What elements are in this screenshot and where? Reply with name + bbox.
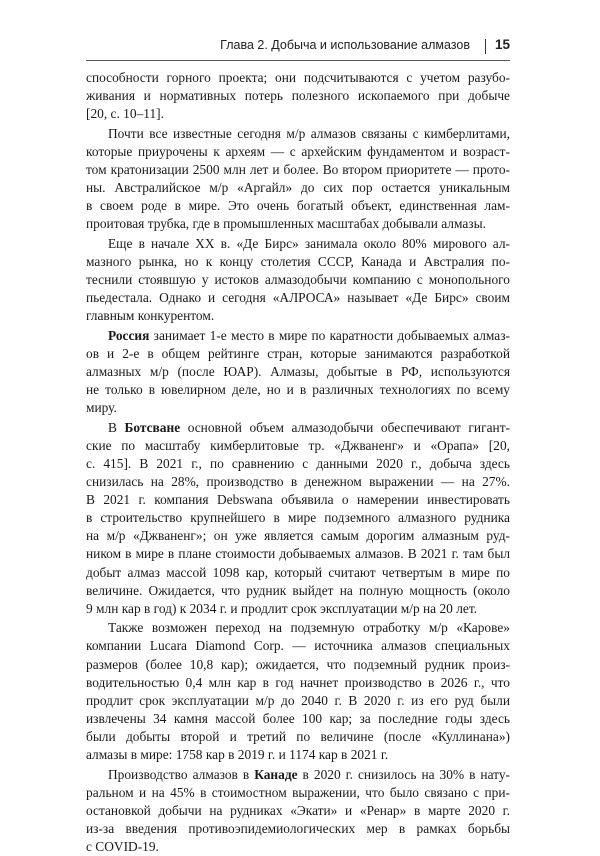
text-run: основной объем алмазодобычи обеспечивают гигант- [180, 419, 510, 435]
body-text [86, 69, 510, 856]
text-line [86, 289, 510, 307]
text-run: Также возможен переход на подземную отработку м/р «Карове» [108, 620, 510, 636]
text-line [86, 455, 510, 473]
country-name: Ботсване [124, 419, 181, 435]
header-rule [86, 60, 510, 61]
text-run: из-за введения противоэпидемиологических мер в рамках борьбы [86, 820, 510, 836]
text-run: ральном и на 45% в стоимостном выражении, что было связано с при- [86, 784, 510, 800]
text-line [86, 437, 510, 455]
text-line [86, 600, 510, 618]
text-line [86, 820, 510, 838]
text-line [86, 327, 510, 345]
text-run: мазного рынка, но к концу столетия СССР, Канада и Австралия по- [86, 253, 510, 269]
text-run: водительностью 0,4 млн кар в год начнет производство в 2026 г., что [86, 674, 510, 690]
text-line [86, 656, 510, 674]
text-run: с. 415]. В 2021 г., по сравнению с данными 2020 г., добыча здесь [86, 455, 510, 471]
text-line [86, 564, 510, 582]
text-run: [20, с. 10–11]. [86, 106, 164, 122]
text-line [86, 125, 510, 143]
chapter-title: Глава 2. Добыча и использование алмазов [220, 38, 470, 52]
text-run: проитовая трубка, где в промышленных масштабах добывали алмазы. [86, 216, 486, 232]
text-run: способности горного проекта; они подсчитываются с учетом разубо- [86, 70, 510, 85]
text-run: в строительство крупнейшего в мире подземного алмазного рудника [86, 510, 510, 526]
country-name: Канаде [254, 766, 298, 782]
text-run: миру. [86, 400, 117, 416]
text-line [86, 179, 510, 197]
text-line [86, 619, 510, 637]
text-line [86, 419, 510, 437]
text-run: величине. Ожидается, что рудник выйдет на полную мощность (около [86, 582, 510, 598]
text-line [86, 527, 510, 545]
text-line [86, 509, 510, 527]
text-line [86, 692, 510, 710]
text-run: остановкой добычи на рудниках «Экати» и «Ренар» в марте 2020 г. [86, 802, 510, 818]
text-line [86, 802, 510, 820]
text-line [86, 87, 510, 105]
running-header [86, 38, 510, 58]
text-line [86, 674, 510, 692]
text-line [86, 491, 510, 509]
text-line [86, 143, 510, 161]
text-line [86, 473, 510, 491]
text-line [86, 399, 510, 417]
text-line [86, 197, 510, 215]
text-line [86, 784, 510, 802]
text-run: занимает 1-е место в мире по каратности добываемых алмаз- [149, 327, 510, 343]
text-run: пьедестала. Однако и сегодня «АЛРОСА» называет «Де Бирс» своим [86, 290, 510, 306]
paragraph [86, 619, 510, 764]
text-line [86, 161, 510, 179]
header-separator [485, 39, 486, 54]
text-line [86, 637, 510, 655]
paragraph [86, 125, 510, 234]
text-line [86, 307, 510, 325]
text-run: В [108, 419, 125, 435]
text-run: Производство алмазов в [108, 766, 255, 782]
text-run: В 2021 г. компания Debswana объявила о намерении инвестировать [86, 492, 510, 508]
paragraph [86, 766, 510, 856]
text-line [86, 253, 510, 271]
text-line [86, 271, 510, 289]
page-number: 15 [494, 37, 510, 52]
text-line [86, 105, 510, 123]
text-line [86, 545, 510, 563]
text-line [86, 838, 510, 856]
text-line [86, 381, 510, 399]
text-line [86, 345, 510, 363]
text-run: ны. Австралийское м/р «Аргайл» до сих пор остается уникальным [86, 180, 510, 196]
text-run: на м/р «Джваненг»; он уже является самым дорогим алмазным руд- [86, 528, 510, 544]
text-run: том кратонизации 2500 млн лет и более. Во втором приоритете — прото- [86, 161, 510, 177]
text-run: 9 млн кар в год) к 2034 г. и продлит срок эксплуатации м/р на 20 лет. [86, 600, 478, 616]
text-run: живания и нормативных потерь полезного ископаемого при добыче [86, 88, 510, 104]
text-run: Еще в начале XX в. «Де Бирс» занимала около 80% мирового ал- [108, 235, 510, 251]
paragraph [86, 235, 510, 325]
text-run: главным конкурентом. [86, 308, 215, 324]
text-run: теснили стоявшую у истоков алмазодобычи компанию с монопольного [86, 272, 510, 288]
paragraph [86, 69, 510, 123]
text-line [86, 582, 510, 600]
text-run: ские по масштабу кимберлитовые тр. «Джваненг» и «Орапа» [20, [86, 437, 510, 453]
paragraph [86, 327, 510, 417]
text-line [86, 69, 510, 87]
text-run: извлечены 34 камня массой более 100 кар; за последние годы здесь [86, 710, 510, 726]
text-line [86, 766, 510, 784]
text-run: с COVID-19. [86, 838, 159, 854]
text-line [86, 728, 510, 746]
text-run: которые приурочены к археям — с архейским фундаментом и возраст- [86, 143, 510, 159]
text-run: алмазы в мире: 1758 кар в 2019 г. и 1174 кар в 2021 г. [86, 746, 389, 762]
text-line [86, 746, 510, 764]
text-line [86, 710, 510, 728]
text-run: не только в ювелирном деле, но и в различных технологиях по всему [86, 382, 510, 398]
text-run: продлит срок эксплуатации м/р до 2040 г. В 2020 г. из его руд были [86, 692, 510, 708]
text-run: в своем роде в мире. Это очень богатый объект, единственная лам- [86, 198, 510, 214]
text-run: в 2020 г. снизилось на 30% в нату- [297, 766, 510, 782]
text-line [86, 235, 510, 253]
text-run: алмазных м/р (после ЮАР). Алмазы, добытые в РФ, используются [86, 364, 510, 379]
text-run: размеров (более 10,8 кар); ожидается, что подземный рудник произ- [86, 656, 510, 672]
text-run: ов и 2-е в общем рейтинге стран, которые занимаются разработкой [86, 345, 510, 361]
text-line [86, 363, 510, 381]
text-run: компании Lucara Diamond Corp. — источника алмазов специальных [86, 638, 510, 654]
text-run: добыт алмаз массой 1098 кар, который считают четвертым в мире по [86, 564, 510, 580]
country-name: Россия [108, 327, 150, 343]
text-line [86, 215, 510, 233]
text-run: ником в мире в плане стоимости добываемых алмазов. В 2021 г. там был [86, 546, 510, 562]
text-run: снизилась на 28%, производство в денежном выражении — на 27%. [86, 474, 510, 490]
paragraph [86, 419, 510, 618]
text-run: Почти все известные сегодня м/р алмазов связаны с кимберлитами, [108, 125, 510, 141]
text-run: были добыты второй и третий по величине (после «Куллинана») [86, 728, 510, 744]
